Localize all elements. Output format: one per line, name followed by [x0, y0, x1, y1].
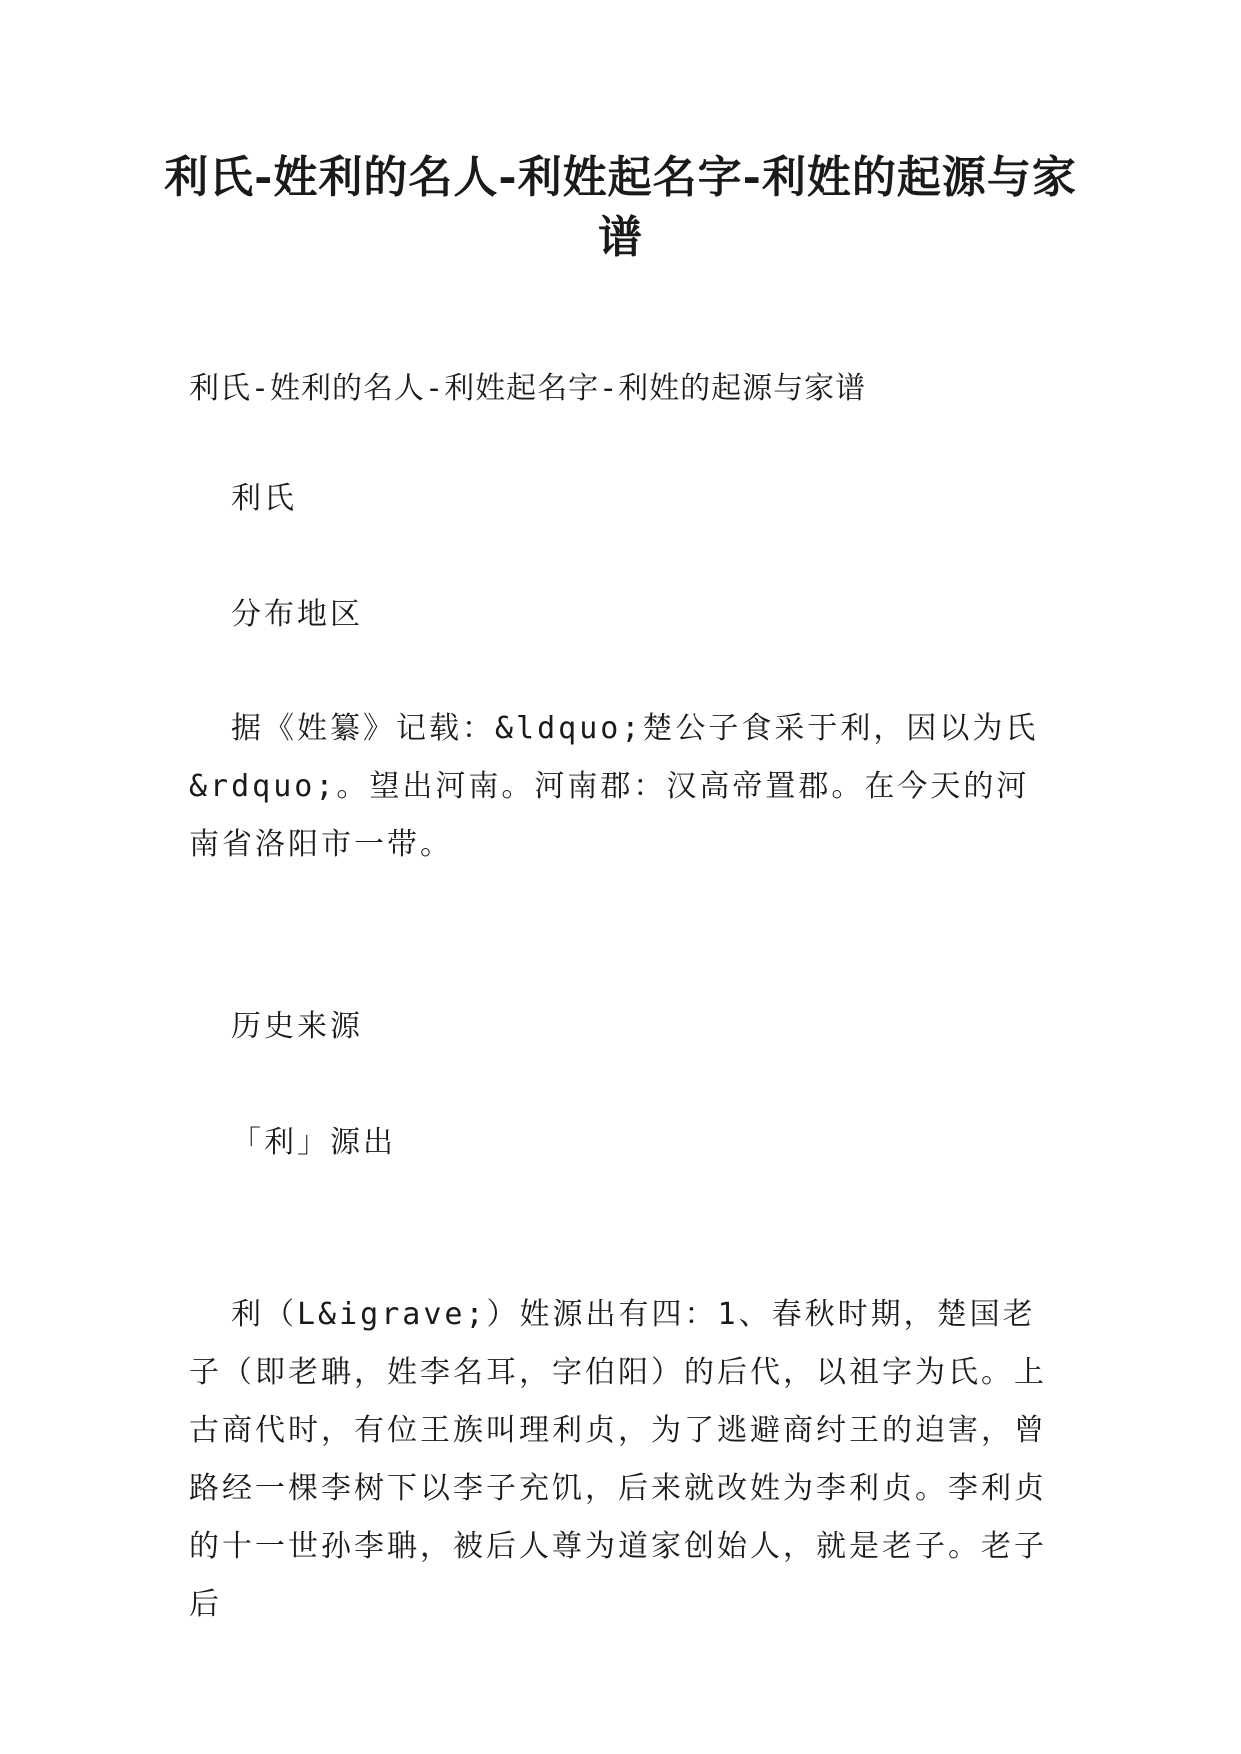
heading-surname: 利氏 [231, 481, 297, 516]
origin-paragraph: 利（L&igrave;）姓源出有四：1、春秋时期，楚国老子（即老聃，姓李名耳，字伯阳）的后代，以祖字为氏。上古商代时，有位王族叫理利贞，为了逃避商纣王的迫害，曾路经一棵李树下以李子充饥，后来就改姓为李利贞。李利贞的十一世孙李聃，被后人尊为道家创始人，就是老子。老子后 [189, 1297, 1047, 1622]
distribution-paragraph: 据《姓纂》记载：&ldquo;楚公子食采于利，因以为氏&rdquo;。望出河南。河南郡：汉高帝置郡。在今天的河南省洛阳市一带。 [189, 711, 1039, 862]
heading-origin: 「利」源出 [231, 1125, 396, 1160]
document-subtitle: 利氏-姓利的名人-利姓起名字-利姓的起源与家谱 [189, 371, 867, 406]
document-title: 利氏-姓利的名人-利姓起名字-利姓的起源与家谱 [164, 152, 1077, 263]
heading-distribution: 分布地区 [231, 597, 363, 632]
heading-history: 历史来源 [231, 1009, 363, 1044]
